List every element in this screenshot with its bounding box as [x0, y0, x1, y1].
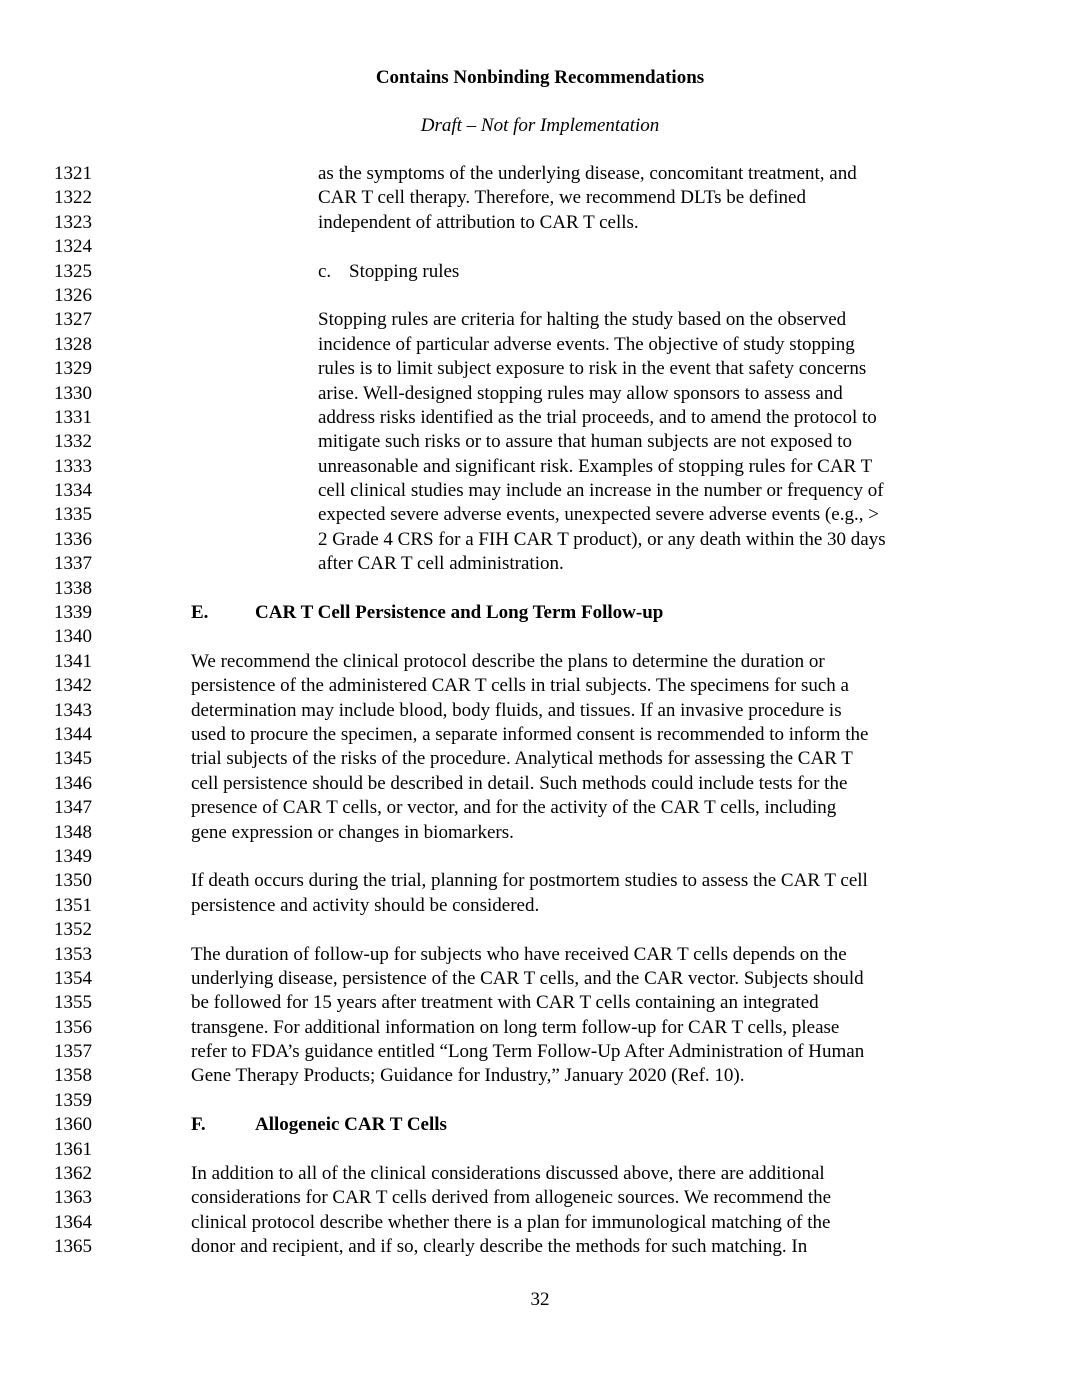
line-number: 1351: [54, 894, 92, 916]
line-text: [191, 1235, 807, 1259]
line-text: [318, 162, 857, 186]
document-line: [0, 479, 1080, 503]
line-content: Stopping rules are criteria for halting the study based on the observed: [318, 309, 847, 331]
line-content: trial subjects of the risks of the procedure. Analytical methods for assessing the CAR T: [191, 748, 853, 770]
line-text: [318, 552, 564, 576]
document-line: [0, 845, 1080, 869]
line-content: persistence and activity should be considered.: [191, 894, 540, 916]
document-line: [0, 723, 1080, 747]
line-content: refer to FDA’s guidance entitled “Long Term Follow-Up After Administration of Human: [191, 1041, 865, 1063]
line-text: [318, 211, 639, 235]
line-number: 1356: [54, 1016, 92, 1038]
line-content: cell clinical studies may include an increase in the number or frequency of: [318, 480, 884, 502]
document-line: [0, 1235, 1080, 1259]
line-text: [191, 723, 868, 747]
line-number: 1334: [54, 480, 92, 502]
document-line: [0, 284, 1080, 308]
document-line: [0, 796, 1080, 820]
line-number: 1341: [54, 650, 92, 672]
document-line: [0, 1186, 1080, 1210]
line-content: In addition to all of the clinical considerations discussed above, there are additional: [191, 1163, 825, 1185]
document-line: [0, 699, 1080, 723]
line-number: 1330: [54, 382, 92, 404]
line-content: Stopping rules: [349, 260, 460, 282]
line-text: [191, 674, 849, 698]
document-line: [0, 625, 1080, 649]
document-line: [0, 528, 1080, 552]
line-number: 1353: [54, 943, 92, 965]
line-number: 1362: [54, 1163, 92, 1185]
document-line: [0, 991, 1080, 1015]
section-label: c.: [318, 260, 332, 282]
line-number: 1359: [54, 1089, 92, 1111]
line-content: Gene Therapy Products; Guidance for Industry,” January 2020 (Ref. 10).: [191, 1065, 745, 1087]
section-label: F.: [191, 1114, 206, 1136]
document-line: [0, 650, 1080, 674]
line-content: after CAR T cell administration.: [318, 553, 564, 575]
document-line: [0, 1138, 1080, 1162]
document-line: [0, 772, 1080, 796]
line-content: rules is to limit subject exposure to risk in the event that safety concerns: [318, 358, 867, 380]
line-text: [318, 308, 846, 332]
document-body: [0, 162, 1080, 1260]
document-line: [0, 1064, 1080, 1088]
line-number: 1350: [54, 870, 92, 892]
line-number: 1345: [54, 748, 92, 770]
line-number: 1361: [54, 1138, 92, 1160]
line-text: [318, 186, 806, 210]
line-content: incidence of particular adverse events. The objective of study stopping: [318, 333, 855, 355]
line-text: [191, 1186, 831, 1210]
line-number: 1336: [54, 528, 92, 550]
line-content: address risks identified as the trial proceeds, and to amend the protocol to: [318, 406, 877, 428]
document-line: [0, 503, 1080, 527]
line-content: 2 Grade 4 CRS for a FIH CAR T product), or any death within the 30 days: [318, 528, 886, 550]
page-number: 32: [530, 1289, 550, 1310]
line-content: used to procure the specimen, a separate informed consent is recommended to inform the: [191, 723, 869, 745]
document-line: [0, 1113, 1080, 1137]
line-text: [191, 1211, 830, 1235]
line-text: [318, 406, 877, 430]
line-content: CAR T Cell Persistence and Long Term Follow-up: [255, 602, 664, 624]
line-content: donor and recipient, and if so, clearly describe the methods for such matching. In: [191, 1236, 808, 1258]
document-line: [0, 1016, 1080, 1040]
document-line: [0, 674, 1080, 698]
line-text: [191, 1016, 839, 1040]
line-content: gene expression or changes in biomarkers.: [191, 821, 514, 843]
line-text: [318, 503, 879, 527]
document-line: [0, 1040, 1080, 1064]
document-line: [0, 869, 1080, 893]
line-content: underlying disease, persistence of the CAR T cells, and the CAR vector. Subjects should: [191, 967, 864, 989]
document-line: [0, 1211, 1080, 1235]
line-number: 1335: [54, 504, 92, 526]
document-line: [0, 333, 1080, 357]
line-number: 1349: [54, 845, 92, 867]
document-line: [0, 601, 1080, 625]
header-title: Contains Nonbinding Recommendations: [375, 67, 705, 88]
line-content: mitigate such risks or to assure that human subjects are not exposed to: [318, 431, 852, 453]
document-line: [0, 260, 1080, 284]
line-text: [191, 796, 836, 820]
line-number: 1355: [54, 992, 92, 1014]
document-line: [0, 967, 1080, 991]
line-text: [191, 747, 853, 771]
line-number: 1354: [54, 967, 92, 989]
line-content: transgene. For additional information on long term follow-up for CAR T cells, please: [191, 1016, 840, 1038]
line-text: [191, 650, 825, 674]
line-number: 1357: [54, 1041, 92, 1063]
line-text: [191, 991, 819, 1015]
line-content: determination may include blood, body fluids, and tissues. If an invasive procedure is: [191, 699, 842, 721]
line-number: 1321: [54, 163, 92, 184]
document-line: [0, 1162, 1080, 1186]
line-text: [191, 869, 868, 893]
line-number: 1352: [54, 919, 92, 941]
line-content: considerations for CAR T cells derived from allogeneic sources. We recommend the: [191, 1187, 832, 1209]
document-line: [0, 918, 1080, 942]
line-text: [318, 357, 866, 381]
line-number: 1322: [54, 187, 92, 209]
document-line: [0, 357, 1080, 381]
line-number: 1360: [54, 1114, 92, 1136]
line-text: [191, 1162, 825, 1186]
line-number: 1365: [54, 1236, 92, 1258]
document-line: [0, 821, 1080, 845]
line-number: 1326: [54, 284, 92, 306]
line-text: [191, 1040, 864, 1064]
line-content: presence of CAR T cells, or vector, and for the activity of the CAR T cells, including: [191, 797, 837, 819]
line-text: [191, 943, 847, 967]
line-number: 1344: [54, 723, 92, 745]
line-text: [191, 821, 514, 845]
line-number: 1364: [54, 1211, 92, 1233]
line-text: [318, 333, 855, 357]
line-text: [191, 894, 539, 918]
line-number: 1346: [54, 772, 92, 794]
line-number: 1339: [54, 602, 92, 624]
document-line: [0, 235, 1080, 259]
line-number: 1325: [54, 260, 92, 282]
line-number: 1348: [54, 821, 92, 843]
line-text: [191, 699, 842, 723]
line-content: We recommend the clinical protocol describe the plans to determine the duration or: [191, 650, 825, 672]
line-number: 1329: [54, 358, 92, 380]
document-line: [0, 747, 1080, 771]
section-label: E.: [191, 602, 209, 624]
line-content: unreasonable and significant risk. Examples of stopping rules for CAR T: [318, 455, 873, 477]
header-draft-notice: Draft – Not for Implementation: [420, 115, 660, 136]
document-line: [0, 455, 1080, 479]
line-text: [191, 772, 847, 796]
line-content: independent of attribution to CAR T cells.: [318, 211, 639, 233]
line-number: 1343: [54, 699, 92, 721]
line-number: 1327: [54, 309, 92, 331]
line-content: If death occurs during the trial, planning for postmortem studies to assess the CAR T cell: [191, 870, 868, 892]
line-number: 1324: [54, 236, 92, 258]
document-line: [0, 308, 1080, 332]
line-content: CAR T cell therapy. Therefore, we recommend DLTs be defined: [318, 187, 806, 209]
line-content: be followed for 15 years after treatment with CAR T cells containing an integrated: [191, 992, 819, 1014]
line-text: [318, 260, 459, 284]
line-text: [318, 479, 884, 503]
line-number: 1342: [54, 675, 92, 697]
line-text: [191, 967, 864, 991]
line-content: cell persistence should be described in detail. Such methods could include tests for the: [191, 772, 848, 794]
line-content: expected severe adverse events, unexpected severe adverse events (e.g., >: [318, 504, 879, 526]
line-text: [318, 455, 872, 479]
line-text: [191, 1064, 744, 1088]
document-line: [0, 382, 1080, 406]
line-number: 1338: [54, 577, 92, 599]
document-line: [0, 162, 1080, 186]
line-number: 1337: [54, 553, 92, 575]
document-line: [0, 211, 1080, 235]
line-number: 1332: [54, 431, 92, 453]
line-content: arise. Well-designed stopping rules may allow sponsors to assess and: [318, 382, 843, 404]
document-line: [0, 1089, 1080, 1113]
line-number: 1340: [54, 626, 92, 648]
line-text: [318, 382, 843, 406]
document-line: [0, 894, 1080, 918]
line-content: clinical protocol describe whether there is a plan for immunological matching of the: [191, 1211, 831, 1233]
line-number: 1331: [54, 406, 92, 428]
line-number: 1333: [54, 455, 92, 477]
line-content: as the symptoms of the underlying disease, concomitant treatment, and: [318, 163, 857, 184]
section-heading: [191, 601, 663, 625]
line-number: 1363: [54, 1187, 92, 1209]
line-number: 1323: [54, 211, 92, 233]
line-text: [318, 528, 886, 552]
line-content: persistence of the administered CAR T cells in trial subjects. The specimens for such a: [191, 675, 849, 697]
section-heading: [191, 1113, 447, 1137]
line-content: The duration of follow-up for subjects who have received CAR T cells depends on the: [191, 943, 847, 965]
line-text: [318, 430, 852, 454]
document-line: [0, 186, 1080, 210]
document-line: [0, 943, 1080, 967]
document-line: [0, 577, 1080, 601]
line-content: Allogeneic CAR T Cells: [255, 1114, 447, 1136]
document-line: [0, 406, 1080, 430]
document-line: [0, 430, 1080, 454]
document-line: [0, 552, 1080, 576]
line-number: 1328: [54, 333, 92, 355]
line-number: 1358: [54, 1065, 92, 1087]
line-number: 1347: [54, 797, 92, 819]
